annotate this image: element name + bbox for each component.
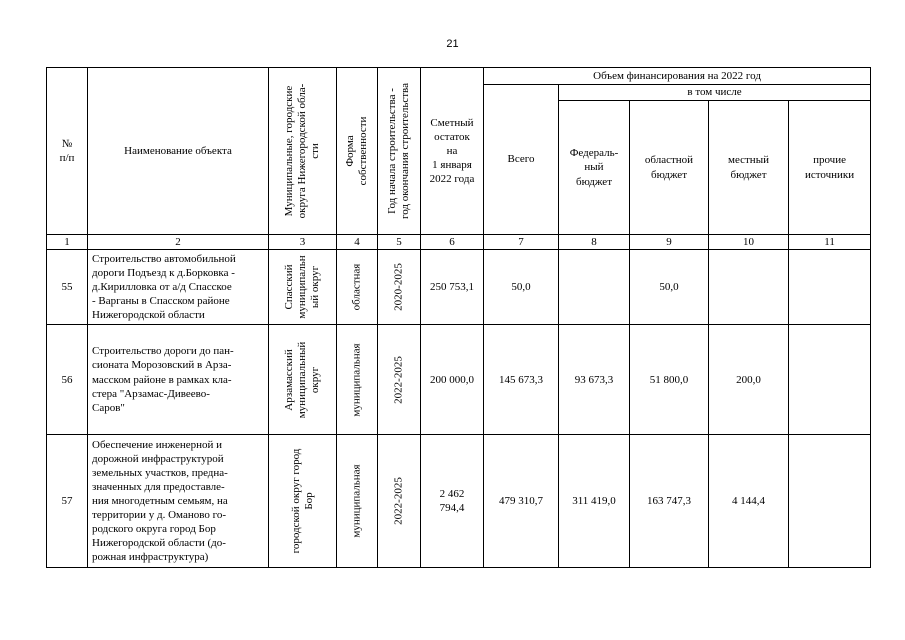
- row-ownership-text: областная: [350, 263, 363, 311]
- row-regional: 163 747,3: [630, 435, 709, 568]
- col-number: 3: [269, 235, 337, 250]
- row-ownership: [337, 435, 378, 568]
- row-municipality: [269, 435, 337, 568]
- col-number: 11: [789, 235, 871, 250]
- row-estimate: 250 753,1: [421, 250, 484, 325]
- table-row: [47, 435, 871, 568]
- row-ownership: [337, 325, 378, 435]
- row-estimate: 200 000,0: [421, 325, 484, 435]
- row-municipality-text: городской округ город Бор: [289, 448, 315, 554]
- row-local: 200,0: [709, 325, 789, 435]
- header-ownership: [337, 68, 378, 235]
- table-row: [47, 250, 871, 325]
- row-ownership: [337, 250, 378, 325]
- row-federal: 311 419,0: [559, 435, 630, 568]
- row-municipality: [269, 250, 337, 325]
- row-municipality-text: Арзамасский муниципальный округ: [282, 341, 322, 418]
- row-years: [378, 435, 421, 568]
- row-other: [789, 435, 871, 568]
- row-years: [378, 250, 421, 325]
- header-municipality-text: Муниципальные, городские округа Нижегородской обла- сти: [282, 83, 322, 219]
- row-name: Строительство дороги до пан- сионата Морозовский в Арза- масском районе в рамках кла- стера "Арзамас-Дивеево- Саров": [88, 325, 269, 435]
- col-number: 8: [559, 235, 630, 250]
- row-federal: 93 673,3: [559, 325, 630, 435]
- header-funding: Объем финансирования на 2022 год: [484, 68, 871, 85]
- row-municipality: [269, 325, 337, 435]
- header-other: прочие источники: [789, 101, 871, 235]
- row-total: 50,0: [484, 250, 559, 325]
- row-municipality-text: Спасский муниципальн ый округ: [282, 255, 322, 319]
- row-ownership-text: муниципальная: [350, 342, 363, 417]
- row-no: 55: [47, 250, 88, 325]
- row-name: Обеспечение инженерной и дорожной инфраструктурой земельных участков, предна- значенных для предоставле- ния многодетным семьям, на территории у д. Оманово го- родского округа город Бор Нижегородской области (до- рожная инфраструктура): [88, 435, 269, 568]
- col-number: 10: [709, 235, 789, 250]
- header-total: Всего: [484, 85, 559, 235]
- page-number: 21: [446, 38, 459, 50]
- col-number: 1: [47, 235, 88, 250]
- header-years-text: Год начала строительства - год окончания строительства: [385, 83, 411, 219]
- row-years-text: 2020-2025: [392, 263, 405, 311]
- column-number-row: [47, 235, 871, 250]
- col-number: 2: [88, 235, 269, 250]
- row-no: 56: [47, 325, 88, 435]
- row-years-text: 2022-2025: [392, 477, 405, 525]
- header-municipality: [269, 68, 337, 235]
- row-federal: [559, 250, 630, 325]
- header-federal: Федераль- ный бюджет: [559, 101, 630, 235]
- header-including: в том числе: [559, 85, 871, 101]
- row-no: 57: [47, 435, 88, 568]
- row-regional: 51 800,0: [630, 325, 709, 435]
- row-other: [789, 250, 871, 325]
- row-total: 145 673,3: [484, 325, 559, 435]
- row-local: 4 144,4: [709, 435, 789, 568]
- col-number: 7: [484, 235, 559, 250]
- header-no: № п/п: [47, 68, 88, 235]
- header-years: [378, 68, 421, 235]
- header-ownership-text: Форма собственности: [343, 116, 369, 186]
- row-ownership-text: муниципальная: [350, 464, 363, 538]
- row-local: [709, 250, 789, 325]
- col-number: 6: [421, 235, 484, 250]
- row-estimate: 2 462 794,4: [421, 435, 484, 568]
- header-estimate: Сметный остаток на 1 января 2022 года: [421, 68, 484, 235]
- row-name: Строительство автомобильной дороги Подъезд к д.Борковка - д.Кирилловка от а/д Спасское - Варганы в Спасском районе Нижегородской области: [88, 250, 269, 325]
- col-number: 9: [630, 235, 709, 250]
- row-regional: 50,0: [630, 250, 709, 325]
- header-local: местный бюджет: [709, 101, 789, 235]
- header-name: Наименование объекта: [88, 68, 269, 235]
- row-total: 479 310,7: [484, 435, 559, 568]
- row-years: [378, 325, 421, 435]
- row-years-text: 2022-2025: [392, 355, 405, 404]
- row-other: [789, 325, 871, 435]
- col-number: 4: [337, 235, 378, 250]
- funding-table: [46, 67, 871, 568]
- table-row: [47, 325, 871, 435]
- col-number: 5: [378, 235, 421, 250]
- header-regional: областной бюджет: [630, 101, 709, 235]
